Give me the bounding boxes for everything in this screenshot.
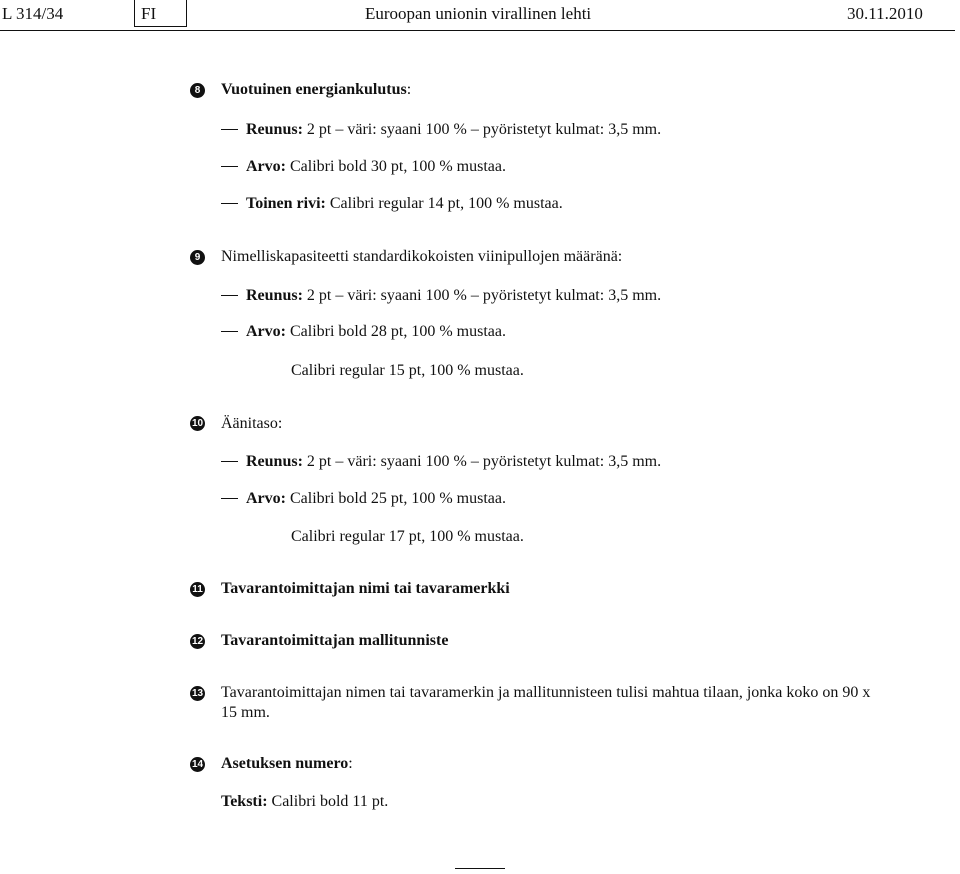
section-number-badge: 14 <box>191 759 204 770</box>
section-number-badge: 10 <box>191 418 204 429</box>
dash-bullet <box>221 498 238 499</box>
page-header <box>0 0 960 30</box>
dash-bullet <box>221 331 238 332</box>
section-heading: Tavarantoimittajan mallitunniste <box>221 632 449 649</box>
dash-bullet <box>221 203 238 204</box>
dash-bullet <box>221 295 238 296</box>
end-rule <box>455 868 505 869</box>
spec-line: Arvo: Calibri bold 28 pt, 100 % mustaa. <box>221 323 506 341</box>
section-number-badge: 8 <box>190 83 205 98</box>
publication-date: 30.11.2010 <box>847 4 923 23</box>
spec-line: Toinen rivi: Calibri regular 14 pt, 100 % mustaa. <box>221 195 563 213</box>
spec-line: Reunus: 2 pt – väri: syaani 100 % – pyöristetyt kulmat: 3,5 mm. <box>221 453 661 471</box>
section-heading: Asetuksen numero: <box>221 755 353 772</box>
header-divider <box>0 30 955 31</box>
dash-bullet <box>221 166 238 167</box>
body-text-line: Tavarantoimittajan nimen tai tavaramerkin ja mallitunnisteen tulisi mahtua tilaan, jonka koko on 90 x <box>221 684 871 701</box>
spec-line: Calibri regular 15 pt, 100 % mustaa. <box>291 362 524 379</box>
spec-line: Reunus: 2 pt – väri: syaani 100 % – pyöristetyt kulmat: 3,5 mm. <box>221 121 661 139</box>
dash-bullet <box>221 129 238 130</box>
spec-line: Reunus: 2 pt – väri: syaani 100 % – pyöristetyt kulmat: 3,5 mm. <box>221 287 661 305</box>
section-number-badge: 11 <box>190 582 205 597</box>
section-number-badge: 9 <box>190 250 205 265</box>
dash-bullet <box>221 461 238 462</box>
section-heading: Nimelliskapasiteetti standardikokoisten viinipullojen määränä: <box>221 248 623 265</box>
page-number: L 314/34 <box>2 4 64 23</box>
section-number-badge: 12 <box>191 636 204 647</box>
section-heading: Äänitaso: <box>221 415 283 432</box>
spec-line: Teksti: Calibri bold 11 pt. <box>221 793 389 810</box>
spec-line: Arvo: Calibri bold 25 pt, 100 % mustaa. <box>221 490 506 508</box>
spec-line: Arvo: Calibri bold 30 pt, 100 % mustaa. <box>221 158 506 176</box>
language-code: FI <box>134 0 187 27</box>
section-heading: Vuotuinen energiankulutus: <box>221 81 412 98</box>
section-number-badge: 13 <box>191 688 204 699</box>
body-text-line: 15 mm. <box>221 704 270 721</box>
section-heading: Tavarantoimittajan nimi tai tavaramerkki <box>221 580 510 597</box>
spec-line: Calibri regular 17 pt, 100 % mustaa. <box>291 528 524 545</box>
journal-title: Euroopan unionin virallinen lehti <box>365 4 592 23</box>
